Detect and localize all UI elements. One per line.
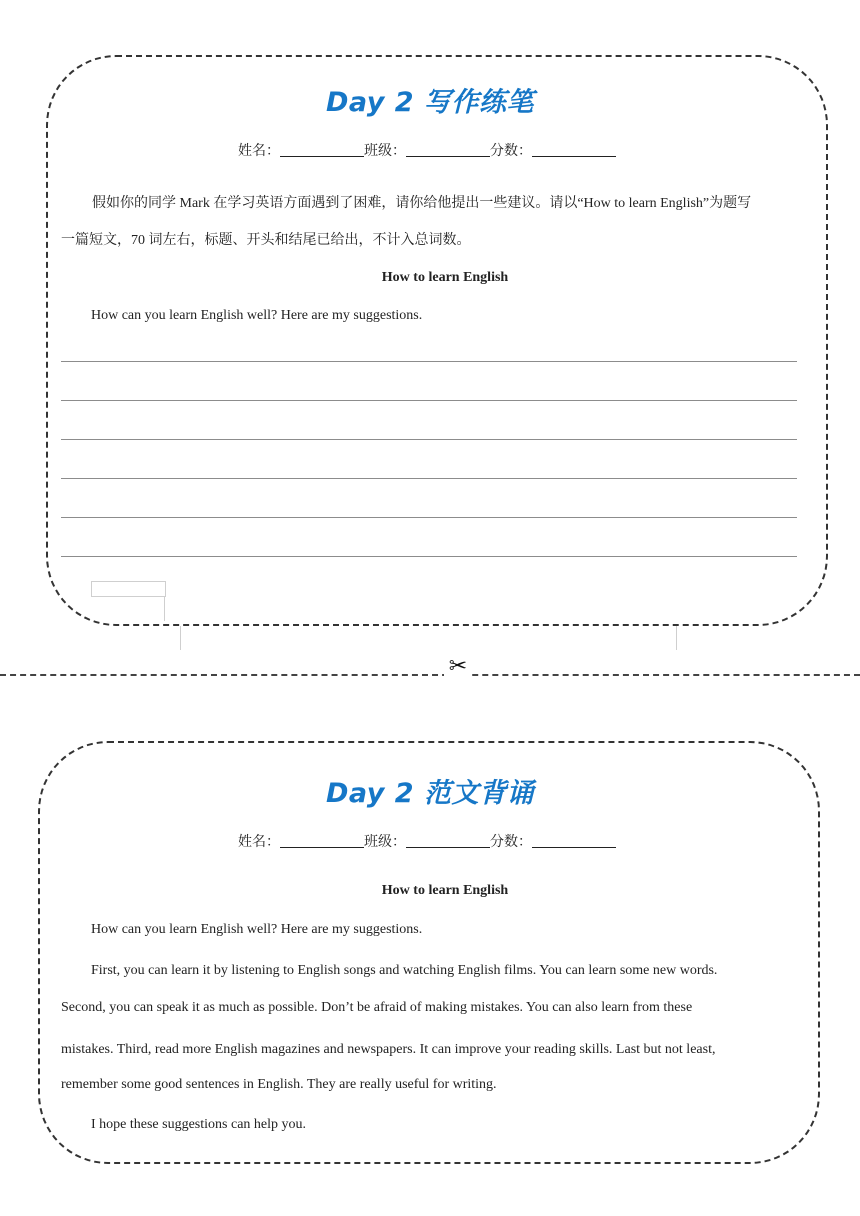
section2-info-line [238,831,616,851]
prompt-line-1: 假如你的同学 Mark 在学习英语方面遇到了困难，请你给他提出一些建议。请以“How to learn English”为题写 [92,196,752,211]
table-fragment [164,597,165,621]
section1-opening: How can you learn English well? Here are my suggestions. [91,308,423,323]
writing-line[interactable] [61,439,797,440]
class-blank[interactable] [406,833,490,848]
section1-info-line [238,140,616,160]
score-label: 分数： [490,835,532,850]
scissors-icon: ✂ [444,656,472,678]
name-label: 姓名： [238,835,280,850]
name-blank[interactable] [280,142,364,157]
prompt-line-2: 一篇短文，70 词左右，标题、开头和结尾已给出，不计入总词数。 [61,233,471,248]
name-blank[interactable] [280,833,364,848]
writing-line[interactable] [61,556,797,557]
essay-body-line-1: First, you can learn it by listening to English songs and watching English films. You can learn some new words. [91,963,718,978]
essay-body-line-3: mistakes. Third, read more English magazines and newspapers. It can improve your reading skills. Last but not least, [61,1042,716,1057]
cut-line [0,674,860,676]
class-label: 班级： [364,835,406,850]
essay-body-line-2: Second, you can speak it as much as possible. Don’t be afraid of making mistakes. You can also learn from these [61,1000,693,1015]
section2-title: Day 2 范文背诵 [326,778,534,809]
section2-opening: How can you learn English well? Here are my suggestions. [91,922,423,937]
table-fragment [180,626,181,650]
essay-body-line-4: remember some good sentences in English. They are really useful for writing. [61,1077,497,1092]
table-fragment [91,581,166,597]
name-label: 姓名： [238,144,280,159]
section1-title: Day 2 写作练笔 [326,87,534,118]
score-blank[interactable] [532,142,616,157]
writing-line[interactable] [61,400,797,401]
writing-line[interactable] [61,478,797,479]
class-blank[interactable] [406,142,490,157]
section2-essay-title: How to learn English [381,883,509,898]
writing-line[interactable] [61,361,797,362]
writing-line[interactable] [61,517,797,518]
table-fragment [676,626,677,650]
section1-essay-title: How to learn English [381,270,509,285]
score-label: 分数： [490,144,532,159]
essay-closing: I hope these suggestions can help you. [91,1117,307,1132]
score-blank[interactable] [532,833,616,848]
class-label: 班级： [364,144,406,159]
